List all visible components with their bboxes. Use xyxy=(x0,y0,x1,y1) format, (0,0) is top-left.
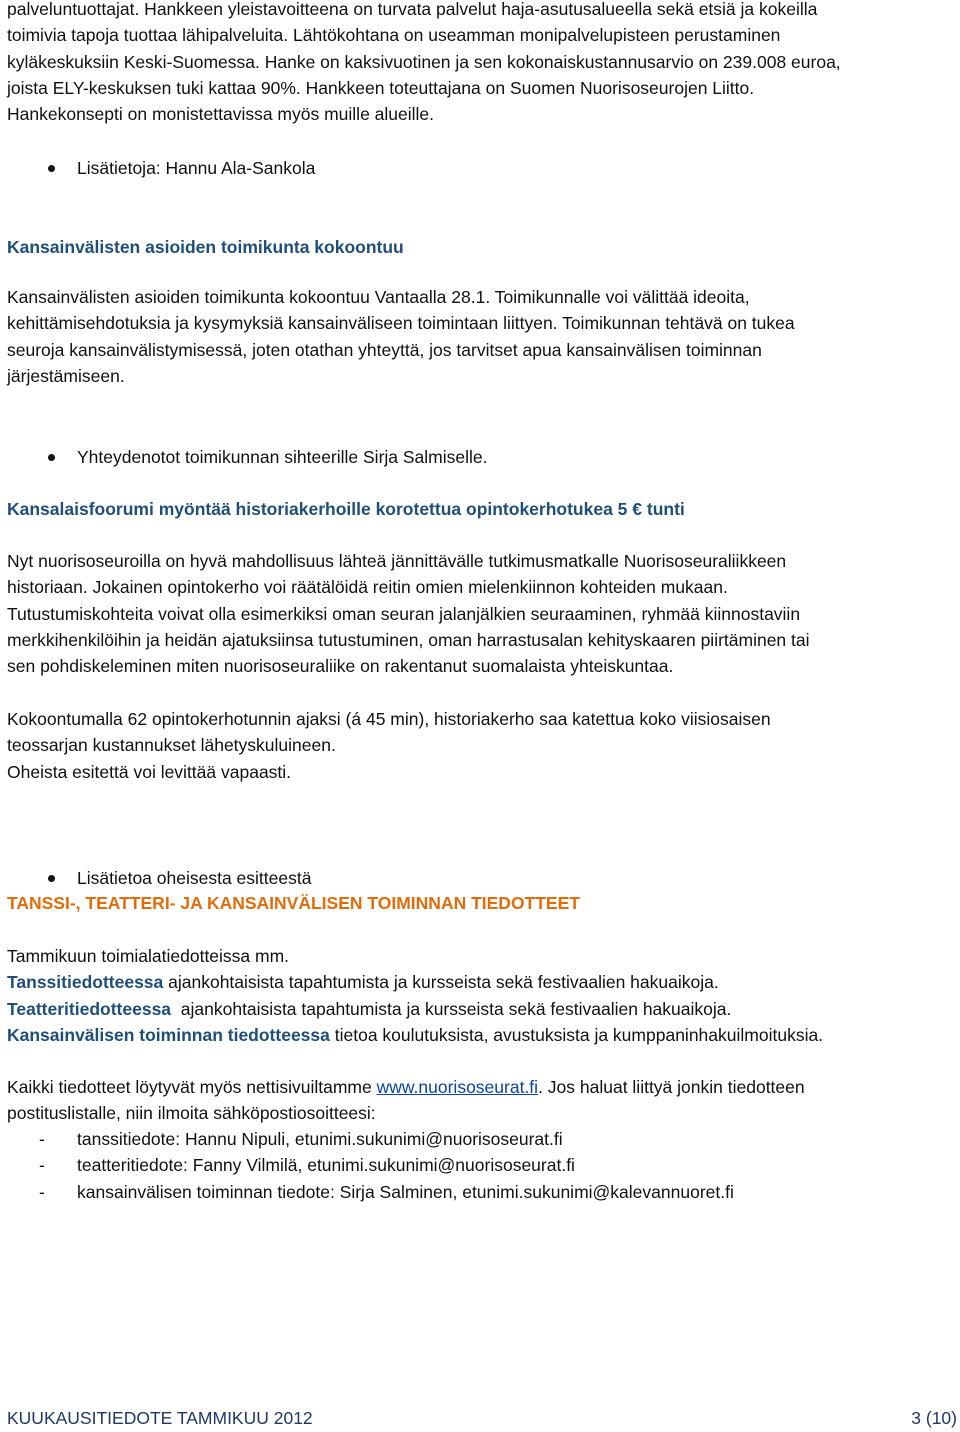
list-item-text: kansainvälisen toiminnan tiedote: Sirja Salminen, etunimi.sukunimi@kalevannuoret.fi xyxy=(77,1181,734,1202)
paragraph-line: sen pohdiskeleminen miten nuorisoseuraliike on rakentanut suomalaista yhteiskuntaa. xyxy=(7,656,674,677)
bullet-icon xyxy=(48,875,55,882)
paragraph-line: Tammikuun toimialatiedotteissa mm. xyxy=(7,946,290,966)
mailing-list xyxy=(7,1126,942,1205)
paragraph-line: postituslistalle, niin ilmoita sähköpostiosoitteesi: xyxy=(7,1103,376,1124)
contact-text: . Jos haluat liittyä jonkin tiedotteen xyxy=(538,1077,805,1097)
paragraph-line: Tutustumiskohteita voivat olla esimerkiksi oman seuran jalanjälkien seuraaminen, ryhmää kiinnostaviin xyxy=(7,603,801,624)
newsletter-item xyxy=(7,996,942,1022)
paragraph-line: kehittämisehdotuksia ja kysymyksiä kansainväliseen toimintaan liittyen. Toimikunnan tehtävä on tukea xyxy=(7,313,795,334)
list-item xyxy=(7,1179,942,1205)
section-heading: Kansalaisfoorumi myöntää historiakerhoille korotettua opintokerhotukea 5 € tunti xyxy=(7,499,685,519)
bullet-icon xyxy=(48,165,55,172)
list-item-text: tanssitiedote: Hannu Nipuli, etunimi.sukunimi@nuorisoseurat.fi xyxy=(77,1129,563,1149)
newsletter-name: Teatteritiedotteessa xyxy=(7,998,172,1019)
newsletter-desc: ajankohtaisista tapahtumista ja kursseista sekä festivaalien hakuaikoja. xyxy=(171,998,732,1019)
section-3-paragraph xyxy=(7,943,942,1048)
section-1-bullet xyxy=(7,444,960,470)
dash-marker: - xyxy=(39,1129,45,1149)
newsletter-name: Tanssitiedotteessa xyxy=(7,972,164,993)
intro-bullet xyxy=(7,155,960,181)
bullet-icon xyxy=(48,454,55,461)
list-item-text: teatteritiedote: Fanny Vilmilä, etunimi.sukunimi@nuorisoseurat.fi xyxy=(77,1155,575,1176)
intro-line: palveluntuottajat. Hankkeen yleistavoitteena on turvata palvelut haja-asutusalueella sekä etsiä ja kokeilla xyxy=(7,0,818,19)
list-item xyxy=(7,1126,942,1152)
intro-line: joista ELY-keskuksen tuki kattaa 90%. Hankkeen toteuttajana on Suomen Nuorisoseurojen Liitto. xyxy=(7,77,755,98)
paragraph-line: Kokoontumalla 62 opintokerhotunnin ajaksi (á 45 min), historiakerho saa katettua koko viisiosaisen xyxy=(7,709,771,729)
paragraph-line: seuroja kansainvälistymisessä, joten otathan yhteyttä, jos tarvitset apua kansainvälisen toiminnan xyxy=(7,339,762,360)
newsletter-desc: tietoa koulutuksista, avustuksista ja kumppaninhakuilmoituksia. xyxy=(329,1024,824,1045)
bullet-text: Yhteydenotot toimikunnan sihteerille Sirja Salmiselle. xyxy=(77,447,488,467)
paragraph-line: Kansainvälisten asioiden toimikunta kokoontuu Vantaalla 28.1. Toimikunnalle voi välittää ideoita, xyxy=(7,287,750,307)
paragraph-line: teossarjan kustannukset lähetyskuluineen. xyxy=(7,735,336,756)
paragraph-line: järjestämiseen. xyxy=(7,365,125,386)
list-item xyxy=(7,1152,942,1178)
newsletter-name: Kansainvälisen toiminnan tiedotteessa xyxy=(7,1024,330,1045)
footer-title: KUUKAUSITIEDOTE TAMMIKUU 2012 xyxy=(7,1408,313,1428)
intro-line: kyläkeskuksiin Keski-Suomessa. Hanke on kaksivuotinen ja sen kokonaiskustannusarvio on 239.008 euroa, xyxy=(7,51,841,72)
section-2-paragraph-1 xyxy=(7,548,942,679)
paragraph-line: Nyt nuorisoseuroilla on hyvä mahdollisuus lähteä jännittävälle tutkimusmatkalle Nuorisoseuraliikkeen xyxy=(7,551,787,571)
section-2-bullet xyxy=(7,865,960,891)
newsletter-desc: ajankohtaisista tapahtumista ja kursseista sekä festivaalien hakuaikoja. xyxy=(163,972,719,993)
intro-line: Hankekonsepti on monistettavissa myös muille alueille. xyxy=(7,104,435,125)
page-footer xyxy=(7,1406,957,1430)
section-heading: TANSSI-, TEATTERI- JA KANSAINVÄLISEN TOIMINNAN TIEDOTTEET xyxy=(7,893,580,913)
document-page xyxy=(7,0,947,1202)
newsletter-item xyxy=(7,1022,942,1048)
paragraph-line: merkkihenkilöihin ja heidän ajatuksiinsa tutustuminen, oman harrastusalan kehityskaaren piirtäminen tai xyxy=(7,629,810,650)
paragraph-line: Oheista esitettä voi levittää vapaasti. xyxy=(7,761,292,782)
section-2-paragraph-2 xyxy=(7,706,942,785)
bullet-text: Lisätietoja: Hannu Ala-Sankola xyxy=(77,158,316,178)
section-heading: Kansainvälisten asioiden toimikunta kokoontuu xyxy=(7,237,404,257)
website-link[interactable]: www.nuorisoseurat.fi xyxy=(376,1077,539,1097)
contact-paragraph xyxy=(7,1074,942,1127)
section-1-paragraph xyxy=(7,284,942,389)
intro-line: toimivia tapoja tuottaa lähipalveluita. Lähtökohtana on useamman monipalvelupisteen perustaminen xyxy=(7,25,781,46)
paragraph-line xyxy=(7,1074,942,1100)
dash-marker: - xyxy=(39,1181,45,1202)
paragraph-line: historiaan. Jokainen opintokerho voi räätälöidä reitin omien mielenkiinnon kohteiden mukaan. xyxy=(7,577,728,598)
dash-marker: - xyxy=(39,1155,45,1176)
contact-text: Kaikki tiedotteet löytyvät myös nettisivuiltamme xyxy=(7,1077,377,1097)
intro-paragraph xyxy=(7,0,942,127)
bullet-text: Lisätietoa oheisesta esitteestä xyxy=(77,868,312,888)
newsletter-item xyxy=(7,969,942,995)
page-number: 3 (10) xyxy=(911,1408,957,1428)
